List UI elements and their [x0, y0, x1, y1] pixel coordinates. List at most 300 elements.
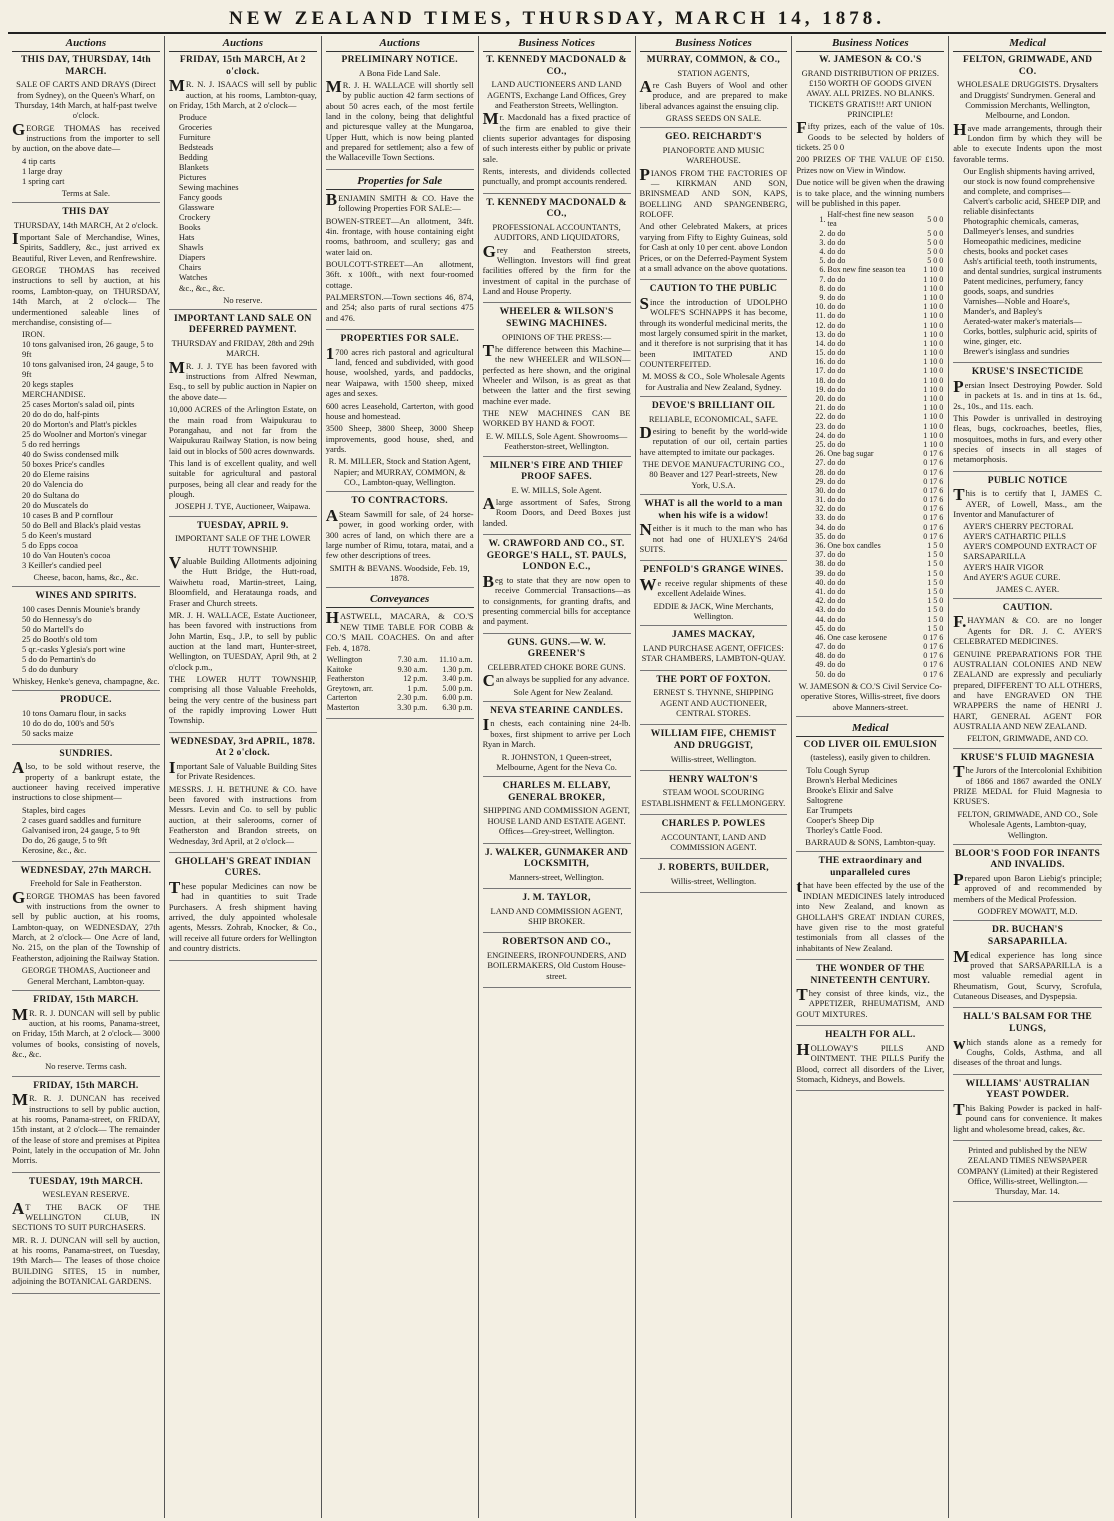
prize-row — [796, 504, 944, 513]
ad-item: Ash's artificial teeth, tooth instruments, and dental sundries, surgical instruments — [963, 256, 1102, 277]
ad-title: MURRAY, COMMON, & CO., — [646, 55, 781, 65]
prize-description: do do — [827, 568, 846, 578]
ad-paragraph: Beg to state that they are now open to receive Commercial Transactions—as to consignments, for granting drafts, and presenting commercial bills for acceptance and payment. — [482, 571, 631, 627]
ad-title: J. WALKER, GUNMAKER AND LOCKSMITH, — [484, 847, 629, 870]
advertisement — [483, 461, 631, 536]
prize-value: 1 10 0 — [923, 274, 944, 284]
ad-item: Aerated-water maker's materials—Corks, bottles, sulphuric acid, spirits of wine, ginger, etc. — [963, 316, 1097, 347]
prize-value: 5 0 0 — [927, 247, 944, 256]
prize-value: 1 10 0 — [923, 329, 944, 339]
prize-number: 40. — [815, 577, 826, 587]
ad-item: 20 do Valencia do — [22, 479, 83, 490]
ad-closing: Terms at Sale. — [61, 187, 111, 198]
ad-closing: R. JOHNSTON, 1 Queen-street, Melbourne, Agent for the Neva Co. — [496, 751, 617, 772]
ad-subtitle: A Bona Fide Land Sale. — [358, 67, 441, 78]
ad-item: Pictures — [178, 172, 207, 183]
ad-paragraph: Fifty prizes, each of the value of 10s. Goods to be selected by holders of tickets. 25 0 0 — [796, 118, 945, 153]
ad-paragraph: 200 PRIZES OF THE VALUE OF £150. Prizes now on View in Window. — [796, 154, 945, 175]
prize-value: 1 5 0 — [927, 541, 944, 550]
ad-paragraph: HASTWELL, MACARA, & CO.'S NEW TIME TABLE FOR COBB & CO.'S MAIL COACHES. On and after Feb. 4, 1878. — [325, 608, 474, 653]
ad-title: MILNER'S FIRE AND THIEF PROOF SAFES. — [489, 460, 624, 483]
ad-item: Ear Trumpets — [806, 804, 853, 815]
prize-number: 14. — [815, 338, 826, 348]
prize-description: do do — [827, 302, 846, 312]
ad-title: IMPORTANT LAND SALE ON DEFERRED PAYMENT. — [174, 313, 312, 336]
ad-subtitle: IMPORTANT SALE OF THE LOWER HUTT TOWNSHIP. — [175, 533, 311, 554]
advertisement — [640, 499, 788, 561]
prize-description: do do — [827, 596, 846, 606]
ad-item: 5 do Epps cocoa — [22, 539, 78, 550]
ad-closing: R. M. MILLER, Stock and Station Agent, Napier; and MURRAY, COMMON, & CO., Lambton-quay, Wellington. — [328, 456, 471, 488]
prize-description: do do — [827, 329, 846, 339]
ad-subtitle: Freehold for Sale in Featherston. — [30, 878, 142, 889]
prize-value: 1 5 0 — [927, 596, 944, 606]
ad-item: 5 do do Pemartin's do — [22, 653, 96, 664]
ad-paragraph: GENUINE PREPARATIONS FOR THE AUSTRALIAN COLONIES AND NEW ZEALAND are expressly and peculiarly prepared, DIFFERENT TO ALL OTHERS, and have ENGRAVED ON THE WRAPPERS the name of HENRI J. HART, GENERAL AGENT FOR AUSTRALIA AND NEW ZEALAND. — [953, 648, 1102, 732]
advertisement — [483, 781, 631, 843]
newspaper-column — [322, 36, 479, 1518]
prize-number: 22. — [815, 412, 826, 422]
prize-number: 7. — [819, 274, 826, 284]
ad-item: 10 tons galvanised iron, 26 gauge, 5 to 9ft — [22, 339, 154, 360]
ad-item: Bedsteads — [178, 142, 214, 153]
ad-item-list — [953, 521, 1102, 581]
newspaper-column — [792, 36, 949, 1518]
ad-item: 1 spring cart — [22, 175, 65, 186]
advertisement — [326, 55, 474, 170]
ad-closing: THE DEVOE MANUFACTURING CO., 80 Beaver and 127 Pearl-streets, New York, U.S.A. — [642, 459, 785, 490]
ad-closing: Cheese, bacon, hams, &c., &c. — [33, 571, 139, 582]
ad-subtitle: SHIPPING AND COMMISSION AGENT, HOUSE LAND AND ESTATE AGENT. Offices—Grey-street, Wellington. — [483, 805, 630, 837]
ad-item: 40 do Swiss condensed milk — [22, 449, 119, 460]
ad-item: Groceries — [178, 122, 212, 133]
prize-description: do do — [827, 320, 846, 330]
ad-title: TUESDAY, 19th MARCH. — [28, 1176, 143, 1187]
prize-row — [796, 394, 944, 403]
prize-row — [796, 348, 944, 357]
prize-value: 1 10 0 — [923, 384, 944, 394]
timetable-row — [326, 693, 474, 703]
prize-description: do do — [827, 292, 846, 302]
ad-title: HALL'S BALSAM FOR THE LUNGS, — [963, 1012, 1093, 1034]
ad-item: And AYER'S AGUE CURE. — [963, 571, 1061, 582]
ad-item: 20 do Muscatels do — [22, 499, 89, 510]
ad-item-list — [12, 604, 160, 674]
column-heading: Business Notices — [640, 36, 788, 52]
ad-subtitle: STATION AGENTS, — [677, 67, 750, 78]
prize-description: do do — [827, 614, 846, 624]
ad-closing: SMITH & BEVANS. Woodside, Feb. 19, 1878. — [329, 562, 470, 584]
timetable-row — [326, 665, 474, 675]
prize-row — [796, 532, 944, 541]
ad-item: 25 cases Morton's salad oil, pints — [22, 399, 135, 410]
advertisement — [169, 314, 317, 517]
prize-number: 19. — [815, 384, 826, 394]
ad-paragraph: Desiring to benefit by the world-wide reputation of our oil, certain parties have attempted to imitate our packages. — [639, 423, 788, 457]
ad-title: FRIDAY, 15th MARCH. — [33, 994, 139, 1005]
ad-subtitle: WESLEYAN RESERVE. — [42, 1189, 130, 1200]
prize-number: 17. — [815, 366, 826, 376]
ad-paragraph: MR. N. J. ISAACS will sell by public auction, at his rooms, Lambton-quay, on Friday, 15th March, at 2 o'clock— — [168, 76, 317, 110]
prize-number: 50. — [815, 669, 826, 679]
advertisement — [640, 401, 788, 495]
ad-paragraph: The difference between this Machine—the new WHEELER and WILSON—perfected as here shown, and the original Wheeler and Wilson, is as great as that between the latter and the first sewing machine ever made. — [482, 340, 631, 406]
ad-paragraph: Important Sale of Valuable Building Sites for Private Residences. — [168, 757, 317, 782]
prize-number: 35. — [815, 531, 826, 541]
ad-paragraph: GEORGE THOMAS has received instructions from the importer to sell by auction, on the above date— — [12, 119, 160, 154]
prize-value: 1 10 0 — [923, 320, 944, 330]
prize-description: do do — [827, 394, 846, 403]
prize-value: 0 17 6 — [923, 642, 944, 652]
prize-description: do do — [827, 669, 846, 679]
prize-row — [796, 376, 944, 385]
ad-closing: JOSEPH J. TYE, Auctioneer, Waipawa. — [175, 501, 311, 512]
advertisement — [796, 964, 944, 1026]
prize-row — [796, 275, 944, 284]
ad-title: PROPERTIES FOR SALE. — [340, 334, 459, 345]
ad-paragraph: 1700 acres rich pastoral and agricultural land, fenced and subdivided, with good house, woolshed, yards, and paddocks, near Waipawa, with 1500 sheep, mixed ages and sexes. — [325, 343, 474, 399]
prize-number: 15. — [815, 348, 826, 358]
ad-item: Varnishes—Noble and Hoare's, Mander's, and Bapley's — [963, 296, 1070, 317]
prize-description: do do — [827, 623, 846, 633]
ad-subtitle: LAND AUCTIONEERS AND LAND AGENTS, Exchange Land Offices, Grey and Featherston Streets, Wellington. — [487, 79, 627, 110]
timetable-second-coach: 6.00 p.m. — [442, 693, 473, 703]
timetable-first-coach: 7.30 a.m. — [397, 654, 428, 664]
prize-description: do do — [827, 348, 846, 358]
prize-description: do do — [827, 375, 846, 385]
prize-description: do do — [827, 357, 846, 367]
prize-description: One box candles — [827, 541, 881, 550]
prize-row — [796, 357, 944, 366]
ad-paragraph: Mr. Macdonald has a fixed practice of the firm are enabled to give their clients superior advantages for disposing of such interests either by public or private sale. — [482, 109, 631, 164]
prize-description: do do — [827, 531, 846, 541]
ad-item: 5 do Keen's mustard — [22, 529, 92, 540]
prize-number: 18. — [815, 375, 826, 385]
advertisement — [12, 207, 160, 587]
ad-title: J. M. TAYLOR, — [522, 893, 591, 904]
ad-item: 10 tons Oamaru flour, in sacks — [22, 707, 127, 718]
prize-row — [796, 339, 944, 348]
ad-paragraph: PIANOS FROM THE FACTORIES OF— KIRKMAN AND SON, BRINSMEAD AND SON, KAPS, BOELLING AND SPANGENBERG, ROLOFF. — [639, 164, 788, 220]
ad-item: 5 do red herrings — [22, 439, 80, 450]
timetable-second-coach: 1.30 p.m. — [442, 664, 473, 674]
prize-description: do do — [827, 283, 846, 293]
ad-title: TO CONTRACTORS. — [351, 496, 448, 507]
section-heading: Conveyances — [326, 592, 474, 608]
advertisement — [640, 565, 788, 626]
prize-value: 0 17 6 — [923, 660, 944, 670]
prize-value: 0 17 6 — [923, 669, 944, 679]
ad-closing: FELTON, GRIMWADE, AND CO., Sole Wholesale Agents, Lambton-quay, Wellington. — [957, 808, 1098, 840]
prize-row — [796, 284, 944, 293]
prize-number: 39. — [815, 568, 826, 578]
ad-subtitle: ENGINEERS, IRONFOUNDERS, AND BOILERMAKERS, Old Custom House-street. — [486, 949, 627, 981]
timetable-row — [326, 684, 474, 694]
advertisement — [483, 848, 631, 890]
ad-title: CAUTION. — [1002, 602, 1053, 613]
ad-paragraph: BENJAMIN SMITH & CO. Have the following Properties FOR SALE:— — [325, 189, 474, 214]
prize-row — [796, 624, 944, 633]
section-heading: Medical — [796, 721, 944, 737]
prize-value: 1 10 0 — [923, 265, 944, 275]
masthead-title: NEW ZEALAND TIMES, THURSDAY, MARCH 14, 1878. — [228, 8, 886, 29]
prize-value: 1 10 0 — [923, 430, 944, 440]
ad-title: COD LIVER OIL EMULSION — [803, 739, 938, 750]
ad-paragraph: Due notice will be given when the drawing is to take place, and the winning numbers will be published in this paper. — [796, 177, 945, 208]
columns-container — [8, 36, 1106, 1518]
prize-row — [796, 302, 944, 311]
advertisement — [169, 857, 317, 961]
prize-description: do do — [827, 660, 846, 670]
prize-description: do do — [827, 366, 846, 376]
ad-item-list — [12, 329, 160, 569]
advertisement — [483, 893, 631, 933]
ad-item: 10 do Van Houten's cocoa — [22, 549, 111, 560]
ad-item: 20 do Eleme raisins — [22, 469, 90, 480]
ad-title: WINES AND SPIRITS. — [35, 590, 137, 601]
prize-description: do do — [827, 586, 846, 596]
ad-title: FRIDAY, 15th MARCH. — [33, 1080, 139, 1091]
prize-value: 5 0 0 — [927, 256, 944, 266]
ad-item: Tolu Cough Syrup — [806, 764, 870, 775]
prize-number: 9. — [819, 292, 826, 302]
ad-title: JAMES MACKAY, — [671, 630, 755, 641]
prize-value: 1 5 0 — [927, 559, 944, 569]
prize-description: One bag sugar — [827, 449, 874, 459]
ad-subtitle: STEAM WOOL SCOURING ESTABLISHMENT & FELLMONGERY. — [641, 787, 786, 808]
ad-closing: EDDIE & JACK, Wine Merchants, Wellington. — [653, 600, 774, 622]
prize-value: 0 17 6 — [923, 513, 944, 523]
ad-item: 25 do Booth's old tom — [22, 633, 98, 644]
advertisement — [640, 132, 788, 280]
newspaper-column — [165, 36, 322, 1518]
ad-paragraph: Also, to be sold without reserve, the property of a bankrupt estate, the auctioneer having received imperative instructions to close shipment— — [12, 758, 160, 803]
ad-paragraph: Have made arrangements, through their London firm by which they will be able to execute Indents upon the most favorable terms. — [953, 119, 1102, 164]
prize-value: 1 10 0 — [923, 403, 944, 413]
prize-row — [796, 385, 944, 394]
prize-description: do do — [827, 274, 846, 284]
ad-item: Kerosine, &c., &c. — [22, 844, 87, 855]
ad-item-list — [953, 166, 1102, 356]
advertisement — [483, 55, 631, 194]
ad-item: 25 do Woolner and Morton's vinegar — [22, 429, 147, 440]
ad-paragraph: MR. J. H. WALLACE, Estate Auctioneer, has been favored with instructions from John Martin, Esq., J.P., to sell by public auction at the land mart, Hunter-street, Wellington, on TUESDAY, April 9th, at 2 o'clock p.m., — [168, 609, 317, 672]
ad-closing: JAMES C. AYER. — [996, 583, 1060, 594]
prize-row — [796, 403, 944, 412]
prize-row — [796, 210, 944, 228]
advertisement — [640, 675, 788, 726]
prize-number: 21. — [815, 403, 826, 413]
column-heading: Auctions — [326, 36, 474, 52]
ad-item: 100 cases Dennis Mounie's brandy — [22, 603, 141, 614]
ad-title: WHAT is all the world to a man when his wife is a widow! — [644, 499, 783, 521]
prize-number: 37. — [815, 550, 826, 560]
timetable-second-coach: 5.00 p.m. — [442, 683, 473, 693]
prize-value: 1 10 0 — [923, 302, 944, 312]
ad-paragraph: This land is of excellent quality, and well suitable for agricultural and pastoral purposes, being all clear and ready for the plough. — [168, 457, 317, 500]
prize-row — [796, 486, 944, 495]
ad-paragraph: The Jurors of the Intercolonial Exhibition of 1866 and 1867 awarded the ONLY PRIZE MEDAL for Fluid Magnesia to KRUSE'S. — [953, 762, 1102, 807]
prize-value: 0 17 6 — [923, 651, 944, 661]
ad-item: Staples, bird cages — [22, 804, 86, 815]
ad-item: 10 cases B and P cornflour — [22, 509, 114, 520]
advertisement — [483, 307, 631, 456]
ad-item: Shawls — [178, 242, 204, 253]
ad-title: W. JAMESON & CO.'S — [819, 55, 922, 65]
advertisement — [325, 189, 474, 330]
ad-subtitle: ACCOUNTANT, LAND AND COMMISSION AGENT. — [660, 831, 767, 853]
prize-number: 47. — [815, 642, 826, 652]
ad-paragraph: that have been effected by the use of the INDIAN MEDICINES lately introduced into New Zealand, and known as GHOLLAH'S GREAT INDIAN CURES, have given rise to the most grateful testimonials from all classes of the inhabitants of New Zealand. — [796, 877, 945, 953]
ad-closing: GRASS SEEDS ON SALE. — [665, 113, 762, 124]
ad-item: Thorley's Cattle Food. — [806, 824, 883, 835]
ad-title: PENFOLD'S GRANGE WINES. — [643, 565, 784, 576]
ad-paragraph: MR. J. J. TYE has been favored with instructions from Alfred Newman, Esq., to sell by public auction in Napier on the above date— — [168, 357, 317, 402]
advertisement — [953, 1079, 1102, 1141]
ad-item-list — [12, 708, 160, 738]
advertisement — [640, 55, 788, 128]
ad-paragraph: Are Cash Buyers of Wool and other produce, and are prepared to make liberal advances against the ensuing clip. — [639, 76, 788, 111]
prize-number: 34. — [815, 522, 826, 532]
timetable-first-coach: 3.30 p.m. — [397, 702, 428, 712]
timetable-second-coach: 3.40 p.m. — [442, 674, 473, 684]
advertisement — [796, 1030, 944, 1091]
prize-description: Half-chest fine new season tea — [827, 210, 914, 229]
prize-number: 48. — [815, 651, 826, 661]
prize-row — [796, 541, 944, 550]
ad-subtitle: ERNEST S. THYNNE, SHIPPING AGENT AND AUCTIONEER, CENTRAL STORES. — [653, 687, 774, 719]
ad-item: Do do, 26 gauge, 5 to 9ft — [22, 834, 107, 845]
prize-value: 1 10 0 — [923, 375, 944, 385]
prize-row — [796, 587, 944, 596]
prize-number: 42. — [815, 596, 826, 606]
advertisement — [640, 729, 788, 771]
ad-title: GHOLLAH'S GREAT INDIAN CURES. — [174, 856, 311, 879]
ad-item: 5 qr.-casks Yglesia's port wine — [22, 643, 126, 654]
timetable-second-coach: 11.10 a.m. — [439, 654, 473, 664]
ad-item: 20 kegs staples — [22, 379, 74, 390]
prize-value: 1 10 0 — [923, 283, 944, 293]
prize-row — [796, 265, 944, 274]
prize-value: 1 10 0 — [923, 366, 944, 376]
prize-description: do do — [827, 550, 846, 560]
advertisement — [326, 334, 474, 492]
ad-item: 1 large dray — [22, 165, 63, 176]
ad-subtitle: LAND PURCHASE AGENT, OFFICES: STAR CHAMBERS, LAMBTON-QUAY. — [641, 643, 786, 664]
prize-number: 5. — [819, 256, 826, 266]
ad-paragraph: These popular Medicines can now be had in quantities to suit Trade Purchasers. A fresh shipment having arrived, the duly appointed wholesale agents, Messrs. Zohrab, Knocker, & Co., will receive all future orders for Wellington and country districts. — [168, 878, 317, 954]
ad-item: Galvanised iron, 24 gauge, 5 to 9ft — [22, 824, 141, 835]
prize-row — [796, 513, 944, 522]
prize-row — [796, 440, 944, 449]
prize-value: 1 5 0 — [927, 586, 944, 596]
advertisement — [640, 630, 788, 670]
ad-title: KRUSE'S INSECTICIDE — [971, 367, 1084, 378]
ad-paragraph: Alarge assortment of Safes, Strong Room Doors, and Deed Boxes just landed. — [482, 494, 631, 528]
ad-paragraph: PALMERSTON.—Town sections 46, 874, and 254; also parts of rural sections 475 and 476. — [325, 292, 474, 323]
ad-subtitle: E. W. MILLS, Sole Agent. — [511, 484, 602, 495]
ad-title: THE extraordinary and unparalleled cures — [818, 856, 923, 878]
ad-closing: W. JAMESON & CO.'S Civil Service Co-operative Stores, Willis-street, five doors above Manners-street. — [798, 680, 942, 712]
ad-title: GUNS. GUNS.—W. W. GREENER'S — [507, 637, 606, 660]
prize-description: do do — [827, 467, 846, 477]
prize-row — [796, 422, 944, 431]
advertisement — [12, 695, 160, 745]
ad-paragraph: Grey and Featherston streets, Wellington. Investors will find great facilities offered by the firm for the investment of capital in the purchase of Land and House Property. — [482, 241, 631, 297]
prize-description: do do — [827, 384, 846, 394]
prize-number: 2. — [819, 228, 826, 238]
ad-title: WILLIAMS' AUSTRALIAN YEAST POWDER. — [965, 1078, 1090, 1101]
advertisement — [12, 1177, 160, 1294]
prize-description: do do — [827, 642, 846, 652]
ad-paragraph: MR. R. J. DUNCAN has received instructions to sell by public auction, at his rooms, Panama-street, on FRIDAY, 15th instant, at 2 o'clock— The remainder of the lease of store and premises at Pipitea Point, lately in the occupation of Mr. John Morris. — [12, 1090, 160, 1166]
masthead — [8, 6, 1106, 34]
prize-description: do do — [827, 430, 846, 440]
newspaper-column — [8, 36, 165, 1518]
ad-item-list — [12, 805, 160, 855]
ad-closing: Sole Agent for New Zealand. — [513, 686, 613, 697]
prize-row — [796, 615, 944, 624]
ad-closing: M. MOSS & CO., Sole Wholesale Agents for Australia and New Zealand, Sydney. — [642, 371, 785, 392]
ad-title: T. KENNEDY MACDONALD & CO., — [486, 197, 627, 220]
advertisement — [953, 476, 1102, 599]
advertisement — [953, 1012, 1102, 1074]
prize-number: 49. — [815, 660, 826, 670]
prize-value: 0 17 6 — [923, 449, 944, 459]
ad-item: Sewing machines — [178, 182, 239, 193]
ad-paragraph: Since the introduction of UDOLPHO WOLFE'S SCHNAPPS it has become, through its wonderful medicinal merits, the most largely consumed spirit in the market, and it therefore is not surprising that it has been IMITATED AND COUNTERFEITED. — [639, 293, 788, 369]
ad-paragraph: which stands alone as a remedy for Coughs, Colds, Asthma, and all diseases of the throat and lungs. — [953, 1033, 1102, 1068]
ad-paragraph: Medical experience has long since proved that SARSAPARILLA is a most valuable remedial agent in Rheumatism, Gout, Scurvy, Scrofula, Cutaneous Diseases, and Dyspepsia. — [953, 946, 1102, 1002]
ad-title: SUNDRIES. — [59, 748, 113, 759]
ad-title: WILLIAM FIFE, CHEMIST AND DRUGGIST, — [650, 729, 777, 751]
prize-number: 12. — [815, 320, 826, 330]
ad-paragraph: THE NEW MACHINES CAN BE WORKED BY HAND & FOOT. — [482, 408, 631, 429]
advertisement — [953, 849, 1102, 922]
timetable-row — [326, 703, 474, 713]
ad-paragraph: Valuable Building Allotments adjoining the Hutt Bridge, the Hutt-road, Waiwhetu road, Martin-street, Laing, Bloomfield, and Herataunga roads, and Fraser and Church streets. — [168, 553, 317, 608]
medical-column — [949, 36, 1106, 1518]
prize-number: 29. — [815, 476, 826, 486]
prize-description: do do — [827, 476, 846, 486]
ad-item: 20 do Sultana do — [22, 489, 80, 500]
advertisement — [953, 367, 1102, 471]
advertisement — [640, 775, 788, 815]
ad-item: Crockery — [178, 212, 211, 223]
prize-value: 5 0 0 — [927, 214, 944, 224]
ad-paragraph: Rents, interests, and dividends collected punctually, and prompt accounts rendered. — [482, 166, 631, 187]
ad-subtitle: PROFESSIONAL ACCOUNTANTS, AUDITORS, AND LIQUIDATORS, — [492, 221, 621, 243]
prize-value: 0 17 6 — [923, 458, 944, 468]
ad-title: BLOOR'S FOOD FOR INFANTS AND INVALIDS. — [955, 848, 1101, 871]
ad-item: Calvert's carbolic acid, SHEEP DIP, and reliable disinfectants — [963, 196, 1101, 217]
ad-title: WEDNESDAY, 27th MARCH. — [20, 865, 152, 876]
ad-paragraph: 10,000 ACRES of the Arlington Estate, on the main road from Waipukurau to Porangahau, and not far from the Waipukurau Railway Station, is now being laid out in blocks of 500 acres downwards. — [168, 404, 317, 456]
prize-value: 0 17 6 — [923, 476, 944, 486]
newspaper-column — [479, 36, 636, 1518]
ad-item: Photographic chemicals, cameras, Dallmeyer's lenses, and sundries — [963, 216, 1079, 237]
prize-row — [796, 293, 944, 302]
prize-description: do do — [827, 504, 846, 514]
prize-description: do do — [827, 495, 846, 505]
advertisement — [12, 995, 160, 1077]
prize-description: do do — [827, 513, 846, 523]
prize-value: 1 10 0 — [923, 357, 944, 367]
ad-title: THIS DAY — [62, 207, 110, 218]
prize-description: do do — [827, 412, 846, 422]
timetable-first-coach: 9.30 a.m. — [397, 664, 428, 674]
ad-item-list — [796, 765, 944, 835]
